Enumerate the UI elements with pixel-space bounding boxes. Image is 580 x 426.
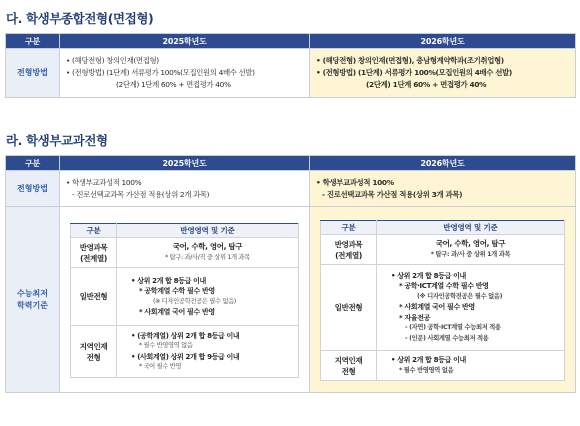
text-line: 국어, 수학, 영어, 탐구 — [172, 242, 243, 251]
text-line: * 필수 반영영역 없음 — [399, 366, 454, 374]
row-label-method: 전형방법 — [6, 49, 60, 98]
inner-cell-regional — [377, 351, 565, 381]
section-title-interview: 다. 학생부종합전형(면접형) — [6, 11, 154, 26]
interview-table — [5, 33, 576, 98]
text-line: - (인문) 사회계열 수능최저 적용 — [405, 334, 489, 342]
inner-header-category: 구분 — [321, 221, 377, 235]
text-line: • (전형방법) (1단계) 서류평가 100%(모집인원의 4배수 선발) — [66, 68, 255, 77]
text-line: • 학생부교과성적 100% — [66, 177, 142, 187]
header-category: 구분 — [6, 156, 60, 171]
header-2025: 2025학년도 — [60, 34, 310, 49]
text-line: • 상위 2개 합 8등급 이내 — [391, 271, 466, 280]
text-line: (2단계) 1단계 60% + 면접평가 40% — [366, 80, 487, 89]
text-line: * 필수 반영영역 없음 — [139, 342, 193, 349]
text-line: 반영과목 — [334, 239, 363, 249]
text-line: * 탐구: 과/사 중 상위 1개 과목 — [430, 250, 511, 258]
text-line: 지역인재 — [334, 355, 363, 365]
text-line: • (해당전형) 창의인재(면접형) — [66, 56, 159, 65]
inner-row-label — [71, 326, 117, 378]
inner-row-label — [321, 351, 377, 381]
row-label-method: 전형방법 — [6, 171, 60, 207]
text-line: • 상위 2개 합 8등급 이내 — [131, 276, 206, 285]
text-line: - 진로선택교과목 가산점 적용(상위 3개 과목) — [322, 189, 463, 199]
text-line: - 진로선택교과목 가산점 적용(상위 2개 과목) — [72, 189, 210, 199]
text-line: • 학생부교과성적 100% — [316, 177, 394, 187]
inner-cell-subjects — [377, 235, 565, 265]
inner-row-label: 일반전형 — [321, 265, 377, 351]
text-line: (2단계) 1단계 60% + 면접평가 40% — [116, 80, 231, 89]
text-line: • (사회계열) 상위 2개 합 9등급 이내 — [131, 352, 240, 361]
inner-header-criteria: 반영영역 및 기준 — [117, 224, 299, 238]
inner-cell-general — [377, 265, 565, 351]
gpa-table — [5, 155, 576, 393]
text-line: • 상위 2개 합 8등급 이내 — [391, 356, 466, 364]
inner-row-label — [321, 235, 377, 265]
text-line: 국어, 수학, 영어, 탐구 — [435, 239, 506, 248]
inner-cell-subjects — [117, 238, 299, 268]
inner-row-label — [71, 238, 117, 268]
header-2025: 2025학년도 — [60, 156, 310, 171]
cell-2026-minimum — [310, 207, 576, 393]
text-line: 전형 — [86, 352, 101, 362]
text-line: * 탐구: 과/사/직 중 상위 1개 과목 — [165, 253, 250, 261]
cell-2025-method — [60, 171, 310, 207]
text-line: * 공학계열 수학 필수 반영 — [139, 287, 215, 295]
text-line: * 국어 필수 반영 — [139, 363, 182, 370]
header-2026: 2026학년도 — [310, 34, 576, 49]
criteria-table-2026 — [320, 220, 565, 381]
inner-cell-general — [117, 268, 299, 326]
section-title-gpa: 라. 학생부교과전형 — [6, 133, 108, 148]
text-line: (※ 디자인공학전공은 필수 없음) — [417, 292, 503, 300]
text-line: * 자율전공 — [399, 313, 431, 322]
row-label-minimum — [6, 207, 60, 393]
inner-row-label: 일반전형 — [71, 268, 117, 326]
criteria-table-2025 — [70, 223, 299, 378]
text-line: - (자연) 공학·ICT계열 수능최저 적용 — [405, 324, 501, 332]
cell-2026-method — [310, 171, 576, 207]
text-line: (전계열) — [335, 250, 362, 260]
text-line: * 사회계열 국어 필수 반영 — [399, 303, 475, 312]
cell-2026-method — [310, 49, 576, 98]
inner-header-category: 구분 — [71, 224, 117, 238]
header-2026: 2026학년도 — [310, 156, 576, 171]
text-line: * 사회계열 국어 필수 반영 — [139, 308, 215, 316]
text-line: (전계열) — [80, 253, 107, 263]
text-line: 반영과목 — [79, 242, 108, 252]
text-line: • (공학계열) 상위 2개 합 8등급 이내 — [131, 331, 240, 340]
header-category: 구분 — [6, 34, 60, 49]
cell-2025-minimum — [60, 207, 310, 393]
text-line: 학력기준 — [17, 300, 48, 310]
text-line: • (전형방법) (1단계) 서류평가 100%(모집인원의 4배수 선발) — [316, 68, 512, 77]
text-line: (※ 디자인공학전공은 필수 없음) — [153, 297, 236, 305]
text-line: • (해당전형) 창의인재(면접형), 충남형계약학과(조기취업형) — [316, 56, 504, 65]
text-line: 지역인재 — [79, 341, 108, 351]
text-line: 수능최저 — [17, 288, 48, 298]
cell-2025-method — [60, 49, 310, 98]
inner-header-criteria: 반영영역 및 기준 — [377, 221, 565, 235]
text-line: * 공학·ICT계열 수학 필수 반영 — [399, 282, 489, 291]
inner-cell-regional — [117, 326, 299, 378]
text-line: 전형 — [341, 366, 356, 376]
